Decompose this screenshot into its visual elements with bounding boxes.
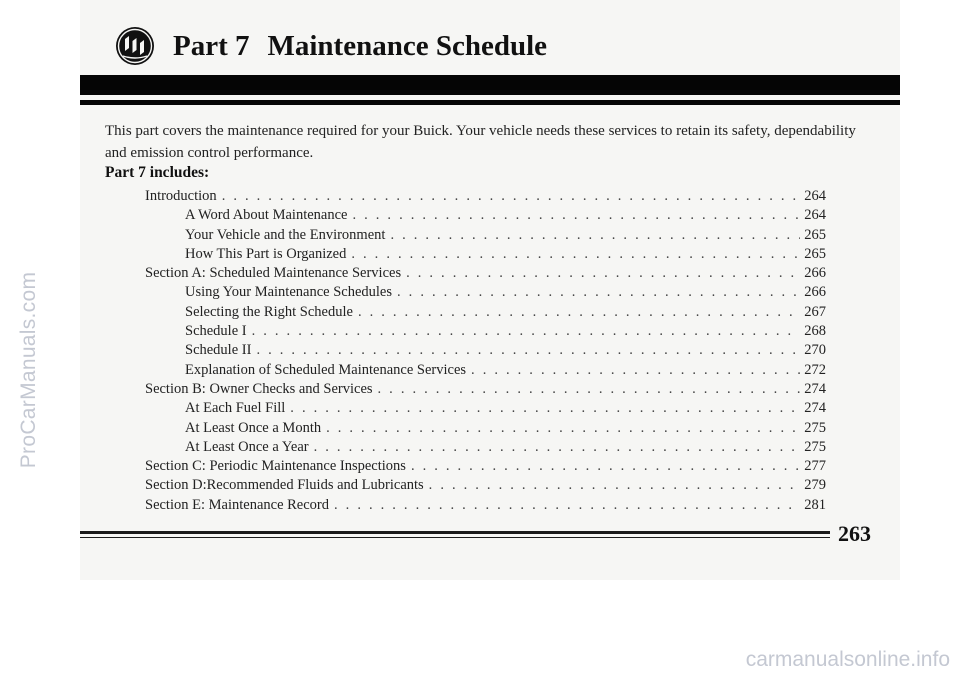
toc-dot-leader [385, 226, 800, 245]
toc-dot-leader [346, 245, 800, 264]
buick-tri-shield-icon [115, 26, 155, 66]
toc-entry-title: Your Vehicle and the Environment [185, 226, 386, 243]
page-header [115, 24, 547, 68]
toc-dot-leader [406, 457, 800, 476]
toc-entry-page: 268 [804, 323, 826, 340]
toc-entry-title: At Least Once a Year [185, 438, 309, 455]
toc-entry-title: Using Your Maintenance Schedules [185, 284, 393, 301]
toc-dot-leader [329, 496, 800, 515]
toc-dot-leader [309, 438, 800, 457]
bottom-watermark: carmanualsonline.info [745, 648, 950, 671]
toc-entry-title: Schedule II [185, 342, 252, 359]
includes-heading: Part 7 includes: [105, 164, 210, 181]
page-title: Maintenance Schedule [267, 29, 548, 62]
toc-entry-page: 264 [804, 188, 826, 204]
toc-entry-page: 265 [804, 226, 826, 243]
part-number: Part 7 [173, 29, 250, 62]
table-of-contents [145, 187, 826, 515]
header-band [80, 75, 900, 95]
footer-rule [80, 531, 830, 534]
toc-entry-page: 277 [804, 458, 826, 475]
toc-entry [145, 341, 826, 360]
toc-entry [145, 187, 826, 206]
toc-dot-leader [392, 283, 800, 302]
toc-entry [145, 361, 826, 380]
toc-dot-leader [217, 187, 800, 206]
toc-entry-title: Section A: Scheduled Maintenance Services [145, 265, 402, 282]
toc-entry-title: Section D:Recommended Fluids and Lubricants [145, 477, 424, 494]
toc-entry [145, 245, 826, 264]
toc-entry [145, 419, 826, 438]
toc-entry [145, 476, 826, 495]
toc-dot-leader [347, 206, 800, 225]
side-watermark [14, 120, 44, 640]
toc-entry-title: Explanation of Scheduled Maintenance Services [185, 361, 467, 378]
toc-entry-page: 267 [804, 303, 826, 320]
toc-entry-page: 281 [804, 496, 826, 513]
intro-paragraph: This part covers the maintenance required for your Buick. Your vehicle needs these services to retain its safety, dependability and emission control performance. [105, 123, 856, 161]
toc-dot-leader [251, 341, 800, 360]
toc-entry-page: 266 [804, 265, 826, 282]
toc-entry [145, 226, 826, 245]
toc-entry-page: 279 [804, 477, 826, 494]
toc-entry-title: Section B: Owner Checks and Services [145, 380, 373, 397]
header-band-thin [80, 100, 900, 105]
toc-dot-leader [401, 264, 800, 283]
toc-entry-page: 274 [804, 400, 826, 417]
toc-entry-title: Section E: Maintenance Record [145, 496, 330, 513]
toc-entry [145, 206, 826, 225]
toc-entry [145, 264, 826, 283]
toc-entry [145, 457, 826, 476]
toc-entry-title: Selecting the Right Schedule [185, 303, 353, 320]
toc-entry-title: Section C: Periodic Maintenance Inspections [145, 458, 406, 475]
toc-entry [145, 380, 826, 399]
toc-entry-page: 272 [804, 361, 826, 378]
toc-dot-leader [321, 419, 800, 438]
toc-entry-page: 275 [804, 438, 826, 455]
toc-entry-title: A Word About Maintenance [185, 207, 348, 224]
toc-entry [145, 283, 826, 302]
toc-entry-page: 265 [804, 245, 826, 262]
side-watermark-text: ProCarManuals.com [17, 271, 40, 469]
toc-entry-page: 266 [804, 284, 826, 301]
toc-entry-title: How This Part is Organized [185, 245, 347, 262]
toc-dot-leader [353, 303, 800, 322]
toc-dot-leader [466, 361, 800, 380]
toc-entry-title: At Each Fuel Fill [185, 400, 286, 417]
toc-dot-leader [373, 380, 800, 399]
toc-dot-leader [285, 399, 800, 418]
toc-entry [145, 496, 826, 515]
footer-rule-thin [80, 537, 830, 538]
toc-entry [145, 399, 826, 418]
toc-entry [145, 438, 826, 457]
toc-entry [145, 303, 826, 322]
toc-entry-page: 275 [804, 419, 826, 436]
toc-entry-title: Schedule I [185, 323, 247, 340]
toc-entry-page: 270 [804, 342, 826, 359]
toc-entry-page: 274 [804, 380, 826, 397]
toc-entry-title: Introduction [145, 188, 217, 204]
toc-entry [145, 322, 826, 341]
toc-dot-leader [247, 322, 800, 341]
toc-entry-page: 264 [804, 207, 826, 224]
toc-dot-leader [424, 476, 800, 495]
page-number: 263 [838, 521, 871, 546]
toc-entry-title: At Least Once a Month [185, 419, 322, 436]
